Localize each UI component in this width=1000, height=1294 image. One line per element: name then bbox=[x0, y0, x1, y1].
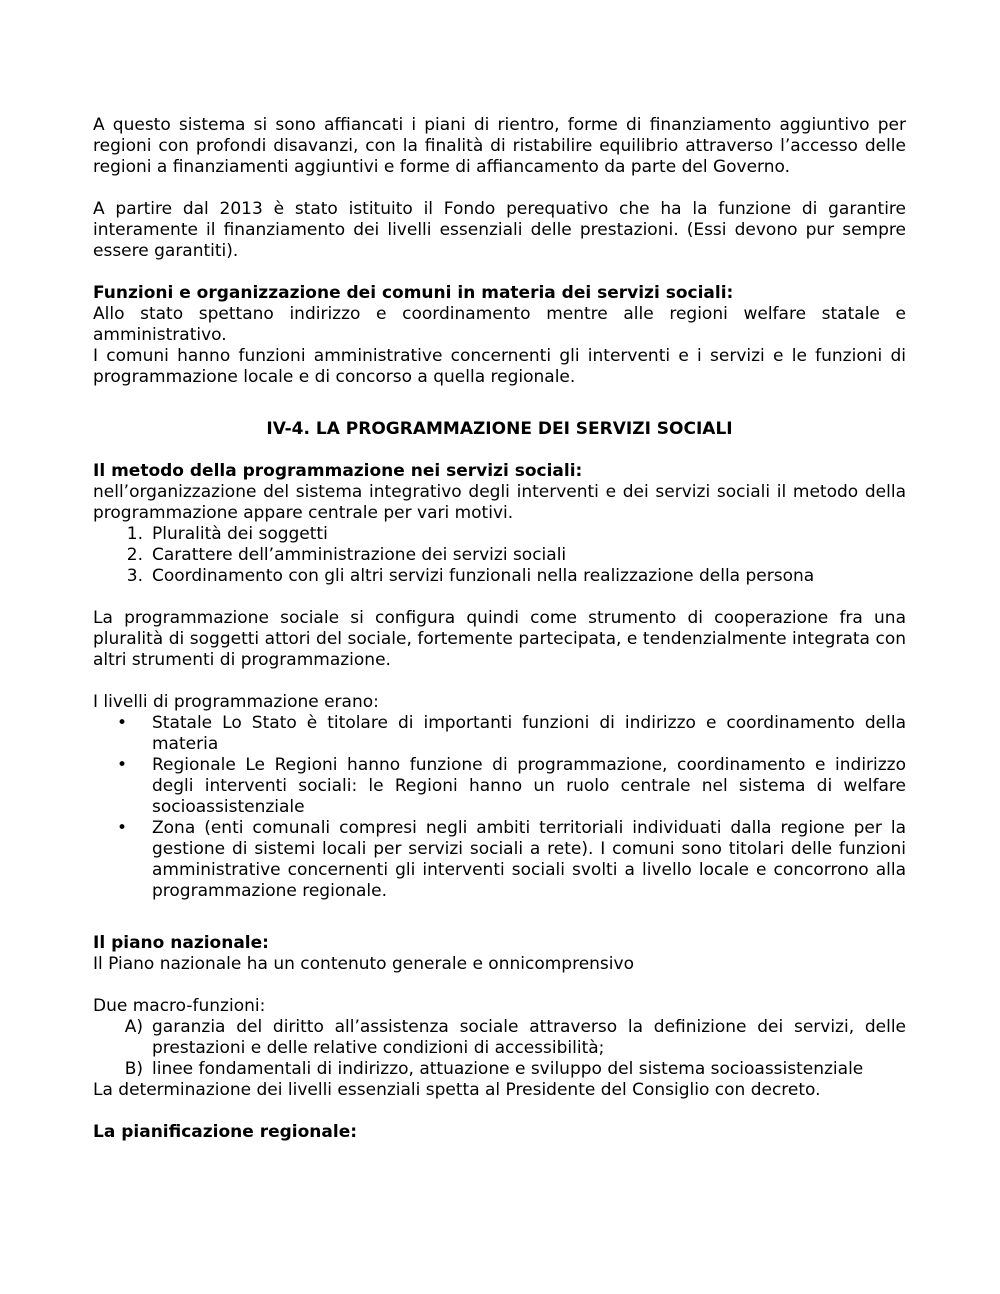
list-marker: 2. bbox=[126, 545, 143, 565]
metodo-numbered-list bbox=[93, 524, 906, 587]
spacer bbox=[93, 388, 906, 419]
spacer bbox=[93, 671, 906, 692]
spacer bbox=[93, 1101, 906, 1122]
metodo-heading: Il metodo della programmazione nei servizi sociali: bbox=[93, 461, 583, 481]
paragraph-stato-regioni: Allo stato spettano indirizzo e coordinamento mentre alle regioni welfare statale e amministrativo. bbox=[93, 304, 906, 345]
spacer bbox=[93, 587, 906, 608]
list-item bbox=[93, 818, 906, 902]
section-title: IV-4. LA PROGRAMMAZIONE DEI SERVIZI SOCIALI bbox=[266, 419, 733, 439]
list-item bbox=[93, 713, 906, 755]
list-item-text: linee fondamentali di indirizzo, attuazione e sviluppo del sistema socioassistenziale bbox=[152, 1059, 864, 1079]
list-item bbox=[93, 755, 906, 818]
metodo-intro: nell’organizzazione del sistema integrativo degli interventi e dei servizi sociali il metodo della programmazione appare centrale per vari motivi. bbox=[93, 482, 906, 523]
bullet-icon: • bbox=[116, 818, 127, 838]
spacer bbox=[93, 975, 906, 996]
spacer bbox=[93, 262, 906, 283]
list-marker: A) bbox=[124, 1017, 143, 1037]
piano-heading: Il piano nazionale: bbox=[93, 933, 269, 953]
paragraph-piani-rientro: A questo sistema si sono affiancati i piani di rientro, forme di finanziamento aggiuntivo per regioni con profondi disavanzi, con la finalità di ristabilire equilibrio attraverso l’accesso delle regioni a finanziamenti aggiuntivi e forme di affiancamento da parte del Governo. bbox=[93, 115, 906, 177]
list-item bbox=[93, 1017, 906, 1059]
list-item-text: Pluralità dei soggetti bbox=[152, 524, 328, 544]
document-page bbox=[93, 115, 906, 1143]
livelli-bullet-list bbox=[93, 713, 906, 902]
regionale-heading: La pianificazione regionale: bbox=[93, 1122, 358, 1142]
macro-funzioni-intro: Due macro-funzioni: bbox=[93, 996, 266, 1016]
list-item-text: Statale Lo Stato è titolare di importanti funzioni di indirizzo e coordinamento della materia bbox=[152, 713, 906, 754]
funzioni-heading: Funzioni e organizzazione dei comuni in materia dei servizi sociali: bbox=[93, 283, 734, 303]
spacer bbox=[93, 440, 906, 461]
piano-text: Il Piano nazionale ha un contenuto generale e onnicomprensivo bbox=[93, 954, 634, 974]
list-item-text: Regionale Le Regioni hanno funzione di programmazione, coordinamento e indirizzo degli interventi sociali: le Regioni hanno un ruolo centrale nel sistema di welfare socioassistenziale bbox=[152, 755, 906, 817]
macro-funzioni-list bbox=[93, 1017, 906, 1080]
list-item bbox=[93, 524, 906, 545]
list-item-text: Carattere dell’amministrazione dei servizi sociali bbox=[152, 545, 567, 565]
spacer bbox=[93, 902, 906, 933]
paragraph-comuni: I comuni hanno funzioni amministrative concernenti gli interventi e i servizi e le funzioni di programmazione locale e di concorso a quella regionale. bbox=[93, 346, 906, 387]
spacer bbox=[93, 178, 906, 199]
paragraph-fondo-perequativo: A partire dal 2013 è stato istituito il Fondo perequativo che ha la funzione di garantire interamente il finanziamento dei livelli essenziali delle prestazioni. (Essi devono pur sempre essere garantiti). bbox=[93, 199, 906, 261]
livelli-intro: I livelli di programmazione erano: bbox=[93, 692, 379, 712]
list-item bbox=[93, 566, 906, 587]
list-marker: 3. bbox=[126, 566, 143, 586]
list-item-text: Coordinamento con gli altri servizi funzionali nella realizzazione della persona bbox=[152, 566, 815, 586]
list-item bbox=[93, 545, 906, 566]
metodo-conclusion: La programmazione sociale si configura quindi come strumento di cooperazione fra una pluralità di soggetti attori del sociale, fortemente partecipata, e tendenzialmente integrata con altri strumenti di programmazione. bbox=[93, 608, 906, 670]
list-item-text: Zona (enti comunali compresi negli ambiti territoriali individuati dalla regione per la gestione di sistemi locali per servizi sociali a rete). I comuni sono titolari delle funzioni amministrative concernenti gli interventi sociali svolti a livello locale e concorrono alla programmazione regionale. bbox=[152, 818, 906, 901]
bullet-icon: • bbox=[116, 755, 127, 775]
list-item-text: garanzia del diritto all’assistenza sociale attraverso la definizione dei servizi, delle prestazioni e delle relative condizioni di accessibilità; bbox=[152, 1017, 906, 1058]
list-marker: B) bbox=[124, 1059, 143, 1079]
list-marker: 1. bbox=[126, 524, 143, 544]
list-item bbox=[93, 1059, 906, 1080]
bullet-icon: • bbox=[116, 713, 127, 733]
determinazione-text: La determinazione dei livelli essenziali spetta al Presidente del Consiglio con decreto. bbox=[93, 1080, 821, 1100]
